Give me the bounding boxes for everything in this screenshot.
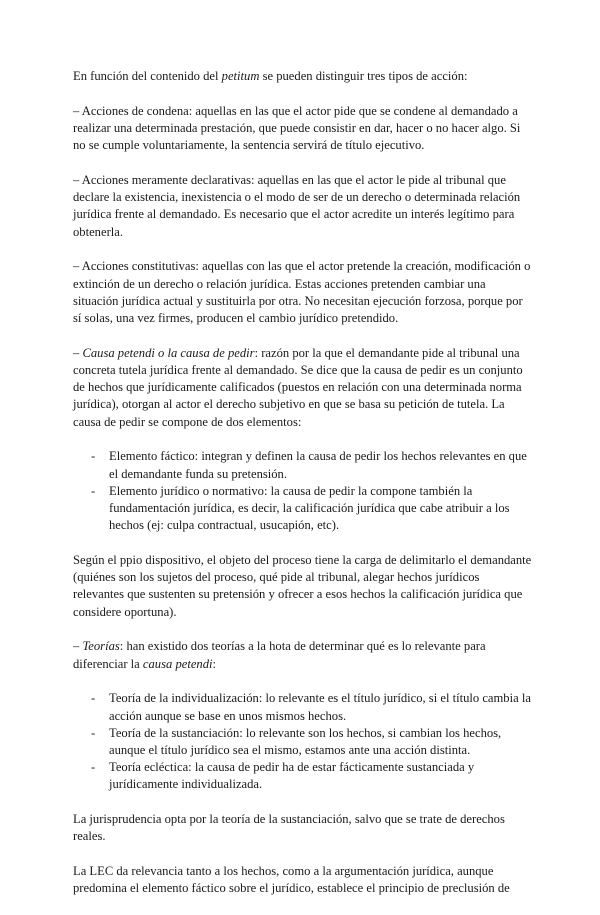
causa-petendi-term: Causa petendi o la causa de pedir <box>82 345 255 360</box>
causa-text: : razón por la que el demandante pide al tribunal una concreta tutela jurídica frente al demandado. Se dice que la causa de pedir es un conjunto de hechos que jurídicamente calificados (puestos en relación con una determinada norma jurídica), otorgan al actor el derecho subjetivo en que se basa su petición de tutela. La causa de pedir se compone de dos elementos: <box>73 345 523 429</box>
list-item <box>73 483 533 535</box>
list-item <box>73 690 533 724</box>
list-item <box>73 448 533 482</box>
teorias-dash: – <box>73 639 83 654</box>
list-item-text: Elemento fáctico: integran y definen la causa de pedir los hechos relevantes en que el demandante funda su pretensión. <box>109 449 527 481</box>
list-item-text: Elemento jurídico o normativo: la causa de pedir la compone también la fundamentación jurídica, es decir, la calificación jurídica que cabe atribuir a los hechos (ej: culpa contractual, usucapión, etc). <box>109 483 510 533</box>
list-item-text: Teoría de la sustanciación: lo relevante son los hechos, si cambian los hechos, aunque el título jurídico sea el mismo, estamos ante una acción distinta. <box>109 725 502 758</box>
document-body <box>73 68 533 915</box>
acciones-constitutivas-paragraph: – Acciones constitutivas: aquellas con las que el actor pretende la creación, modificación o extinción de un derecho o relación jurídica. Estas acciones pretenden cambiar una situación jurídica actual y sustituirla por otra. No necesitan ejecución forzosa, porque por sí solas, una vez firmes, producen el cambio jurídico pretendido. <box>73 259 531 326</box>
list-bullet: - <box>91 725 96 740</box>
teorias-term: Teorías <box>82 639 120 654</box>
list-bullet: - <box>91 483 96 498</box>
petitum-term: petitum <box>221 69 260 83</box>
intro-paragraph <box>73 68 533 85</box>
teorias-colon: : <box>212 656 217 671</box>
list-bullet: - <box>91 449 96 464</box>
teorias-paragraph <box>73 638 533 672</box>
causa-dash: – <box>73 345 83 360</box>
acciones-declarativas-paragraph: – Acciones meramente declarativas: aquellas en las que el actor le pide al tribunal que declare la existencia, inexistencia o el modo de ser de un derecho o determinada relación jurídica frente al demandado. Es necesario que el actor acredite un interés legítimo para obtenerla. <box>73 173 521 239</box>
list-item-text: Teoría ecléctica: la causa de pedir ha de estar fácticamente sustanciada y jurídicamente individualizada. <box>109 760 475 792</box>
causa-petendi-paragraph <box>73 345 533 431</box>
list-bullet: - <box>91 760 96 775</box>
acciones-condena-paragraph: – Acciones de condena: aquellas en las que el actor pide que se condene al demandado a realizar una determinada prestación, que puede consistir en dar, hacer o no hacer algo. Si no se cumple voluntariamente, la sentencia servirá de título ejecutivo. <box>73 103 521 153</box>
elementos-list <box>73 448 533 534</box>
list-item <box>73 725 533 759</box>
causa-petendi-term-2: causa petendi <box>142 656 213 671</box>
list-item-text: Teoría de la individualización: lo relevante es el título jurídico, si el título cambia la acción aunque se base en unos mismos hechos. <box>109 691 531 723</box>
lec-paragraph: La LEC da relevancia tanto a los hechos, como a la argumentación jurídica, aunque predomina el elemento fáctico sobre el jurídico, establece el principio de preclusión de <box>73 864 510 896</box>
intro-text-before: En función del contenido del <box>73 69 222 83</box>
teorias-text: : han existido dos teorías a la hota de determinar qué es lo relevante para diferenciar la <box>73 639 486 671</box>
principio-dispositivo-paragraph: Según el ppio dispositivo, el objeto del proceso tiene la carga de delimitarlo el demandante (quiénes son los sujetos del proceso, qué pide al tribunal, alegar hechos jurídicos relevantes que sustenten su pretensión y ofrecer a esos hechos la calificación jurídica que considere oportuna). <box>73 553 532 619</box>
jurisprudencia-paragraph: La jurisprudencia opta por la teoría de la sustanciación, salvo que se trate de derechos reales. <box>73 812 505 844</box>
teorias-list <box>73 690 533 793</box>
list-bullet: - <box>91 691 96 706</box>
list-item <box>73 759 533 793</box>
intro-text-after: se pueden distinguir tres tipos de acción: <box>259 69 468 83</box>
